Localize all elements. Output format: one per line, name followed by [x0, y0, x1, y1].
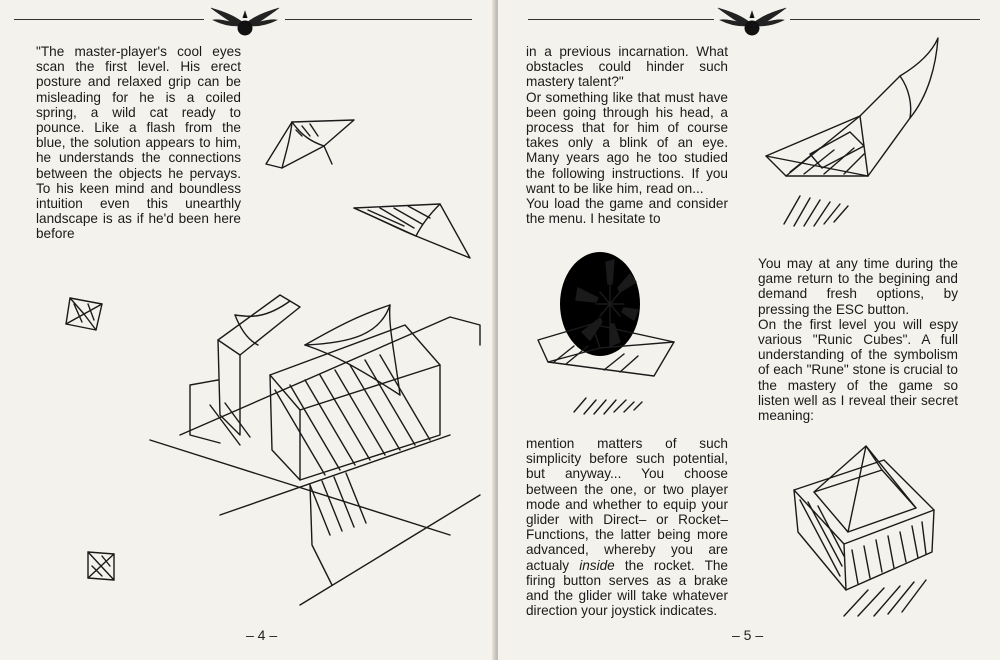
paragraph: You load the game and consider the menu. I hesitate to [526, 196, 728, 227]
glider-illustration-1 [262, 116, 362, 176]
rune-cube-pyramid-illustration [784, 440, 954, 620]
bird-ornament-icon-2 [712, 4, 792, 38]
paragraph: You may at any time during the game return to the begining and demand fresh options, by pressing the ESC button. [758, 256, 958, 317]
emphasis-inside: inside [579, 557, 615, 573]
rune-cube-small-2 [84, 548, 120, 584]
page-number-left: – 4 – [246, 627, 278, 643]
menu-text-part1: mention matters of such simplicity before such potential, but anyway... You choose between the one, or two player mode and whether to equip your glider with Direct– or Rocket–Functions, the latter being more advanced, whereby you are actualy [526, 436, 728, 573]
right-column1-top [526, 44, 728, 226]
right-column1-bottom [526, 436, 728, 618]
rune-cube-small-1 [64, 294, 108, 334]
rocket-glider-illustration [760, 36, 960, 236]
landscape-illustration [150, 285, 490, 615]
page-number-right: – 5 – [732, 627, 764, 643]
wheel-glider-illustration [534, 244, 684, 424]
glider-illustration-2 [352, 200, 472, 260]
header-rule-left [14, 19, 204, 20]
right-column2 [758, 256, 958, 423]
left-page [0, 0, 494, 660]
header-rule-right [285, 19, 472, 20]
right-page [498, 0, 1000, 660]
paragraph: Or something like that must have been going through his head, a process that for him of course takes only a blink of an eye. Many years ago he too studied the following instructions. If you want to be like him, read on... [526, 89, 728, 196]
paragraph: in a previous incarnation. What obstacles could hinder such mastery talent?" [526, 44, 728, 90]
header-rule-left-2 [528, 19, 714, 20]
bird-ornament-icon [205, 4, 285, 38]
left-intro-paragraph: "The master-player's cool eyes scan the first level. His erect posture and relaxed grip can be misleading for he is a coiled spring, a wild cat ready to pounce. Like a flash from the blue, the solution appears to him, he understands the connections between the objects he pervays. To his keen mind and boundless intuition even this unearthly landscape is as if he'd been here before [36, 44, 241, 242]
header-rule-right-2 [790, 19, 980, 20]
paragraph: On the first level you will espy various "Runic Cubes". A full understanding of the symbolism of each "Rune" stone is crucial to the mastery of the game so listen well as I reveal their secret meaning: [758, 316, 958, 424]
menu-text-part2: the rocket. The firing button serves as a brake and the glider will take whatever direction your joystick indicates. [526, 557, 728, 619]
